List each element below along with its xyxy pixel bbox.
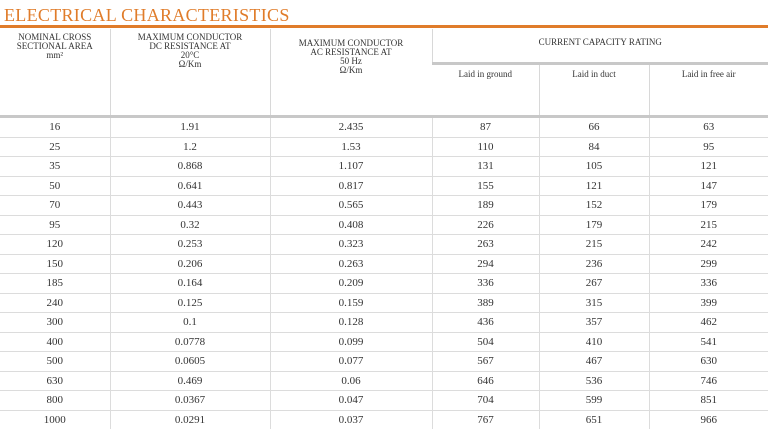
cell-dc-resistance: 0.206 [110,254,270,274]
cell-laid-in-free-air: 399 [649,293,768,313]
table-row [0,352,768,372]
cell-laid-in-ground: 704 [432,391,539,411]
cell-area: 1000 [0,410,110,429]
cell-laid-in-free-air: 746 [649,371,768,391]
cell-laid-in-duct: 105 [539,157,649,177]
cell-laid-in-ground: 155 [432,176,539,196]
cell-laid-in-duct: 599 [539,391,649,411]
cell-laid-in-free-air: 630 [649,352,768,372]
cell-laid-in-ground: 336 [432,274,539,294]
cell-laid-in-duct: 651 [539,410,649,429]
cell-ac-resistance: 0.06 [270,371,432,391]
cell-area: 16 [49,121,61,134]
header-cross-sectional-area: NOMINAL CROSS SECTIONAL AREA mm² [16,32,93,60]
cell-laid-in-ground: 263 [432,235,539,255]
cell-ac-resistance: 1.107 [270,157,432,177]
cell-area: 50 [0,176,110,196]
cell-laid-in-free-air: 299 [649,254,768,274]
cell-ac-resistance: 0.209 [270,274,432,294]
cell-ac-resistance: 0.099 [270,332,432,352]
cell-laid-in-free-air: 147 [649,176,768,196]
cell-dc-resistance: 0.0291 [110,410,270,429]
cell-laid-in-duct: 66 [539,118,649,137]
cell-area: 800 [0,391,110,411]
cell-area: 35 [0,157,110,177]
cell-dc-resistance: 0.32 [110,215,270,235]
cell-dc-resistance: 0.641 [110,176,270,196]
cell-ac-resistance: 0.159 [270,293,432,313]
table-row [0,371,768,391]
cell-laid-in-duct: 179 [539,215,649,235]
table-row [0,254,768,274]
table-row [0,215,768,235]
table-row [0,157,768,177]
cell-laid-in-ground: 767 [432,410,539,429]
header-dc-resistance: MAXIMUM CONDUCTOR DC RESISTANCE AT 20°C Ω/Km [110,29,270,115]
cell-laid-in-ground: 504 [432,332,539,352]
cell-laid-in-ground: 646 [432,371,539,391]
cell-laid-in-duct: 215 [539,235,649,255]
cell-dc-resistance: 0.0778 [110,332,270,352]
cell-laid-in-free-air: 121 [649,157,768,177]
cell-laid-in-duct: 152 [539,196,649,216]
header-laid-in-ground: Laid in ground [458,69,512,80]
cell-laid-in-free-air: 95 [649,137,768,157]
cell-laid-in-free-air: 179 [649,196,768,216]
cell-ac-resistance: 1.53 [270,137,432,157]
cell-laid-in-free-air: 336 [649,274,768,294]
cell-area: 185 [0,274,110,294]
cell-laid-in-duct: 357 [539,313,649,333]
cell-dc-resistance: 0.125 [110,293,270,313]
cell-ac-resistance: 0.323 [270,235,432,255]
header-laid-in-duct: Laid in duct [539,64,649,115]
table-row [0,391,768,411]
cell-area: 95 [0,215,110,235]
electrical-characteristics-table [0,29,768,429]
title-underline [0,25,768,28]
cell-ac-resistance: 0.037 [270,410,432,429]
cell-laid-in-free-air: 541 [649,332,768,352]
table-row [0,118,768,137]
cell-laid-in-ground: 567 [432,352,539,372]
cell-dc-resistance: 0.253 [110,235,270,255]
cell-area: 630 [0,371,110,391]
table-row [0,274,768,294]
cell-area: 300 [0,313,110,333]
cell-laid-in-duct: 410 [539,332,649,352]
cell-area: 150 [0,254,110,274]
cell-ac-resistance: 0.408 [270,215,432,235]
cell-dc-resistance: 0.0367 [110,391,270,411]
cell-area: 25 [0,137,110,157]
cell-ac-resistance: 0.077 [270,352,432,372]
table-row [0,313,768,333]
cell-ac-resistance: 0.263 [270,254,432,274]
cell-laid-in-ground: 87 [432,118,539,137]
cell-dc-resistance: 0.469 [110,371,270,391]
cell-laid-in-duct: 121 [539,176,649,196]
cell-laid-in-free-air: 851 [649,391,768,411]
page-title: ELECTRICAL CHARACTERISTICS [4,5,290,25]
cell-laid-in-duct: 536 [539,371,649,391]
cell-laid-in-ground: 294 [432,254,539,274]
cell-dc-resistance: 0.443 [110,196,270,216]
cell-laid-in-ground: 189 [432,196,539,216]
cell-laid-in-ground: 436 [432,313,539,333]
table-row [0,235,768,255]
cell-ac-resistance: 0.128 [270,313,432,333]
cell-area: 120 [0,235,110,255]
cell-laid-in-ground: 110 [432,137,539,157]
table-row [0,176,768,196]
table-header [0,29,768,118]
cell-ac-resistance: 0.047 [270,391,432,411]
cell-area: 240 [0,293,110,313]
cell-area: 400 [0,332,110,352]
cell-dc-resistance: 1.91 [110,118,270,137]
cell-laid-in-duct: 267 [539,274,649,294]
cell-laid-in-duct: 84 [539,137,649,157]
cell-laid-in-free-air: 462 [649,313,768,333]
cell-laid-in-duct: 236 [539,254,649,274]
cell-laid-in-free-air: 63 [649,118,768,137]
cell-laid-in-ground: 226 [432,215,539,235]
header-current-capacity-rating: CURRENT CAPACITY RATING [432,29,768,64]
cell-area: 500 [0,352,110,372]
table-row [0,196,768,216]
cell-area: 70 [0,196,110,216]
header-ac-resistance: MAXIMUM CONDUCTOR AC RESISTANCE AT 50 Hz Ω/Km [270,29,432,115]
header-laid-in-free-air: Laid in free air [649,64,768,115]
cell-laid-in-free-air: 242 [649,235,768,255]
cell-laid-in-free-air: 215 [649,215,768,235]
cell-dc-resistance: 0.868 [110,157,270,177]
cell-laid-in-free-air: 966 [649,410,768,429]
cell-dc-resistance: 0.1 [110,313,270,333]
table-row [0,332,768,352]
cell-laid-in-duct: 467 [539,352,649,372]
table-row [0,410,768,429]
cell-laid-in-ground: 131 [432,157,539,177]
table-row [0,137,768,157]
table-body [0,118,768,429]
cell-ac-resistance: 0.817 [270,176,432,196]
cell-laid-in-duct: 315 [539,293,649,313]
cell-ac-resistance: 0.565 [270,196,432,216]
cell-dc-resistance: 1.2 [110,137,270,157]
cell-dc-resistance: 0.164 [110,274,270,294]
cell-dc-resistance: 0.0605 [110,352,270,372]
cell-laid-in-ground: 389 [432,293,539,313]
cell-ac-resistance: 2.435 [270,118,432,137]
table-row [0,293,768,313]
